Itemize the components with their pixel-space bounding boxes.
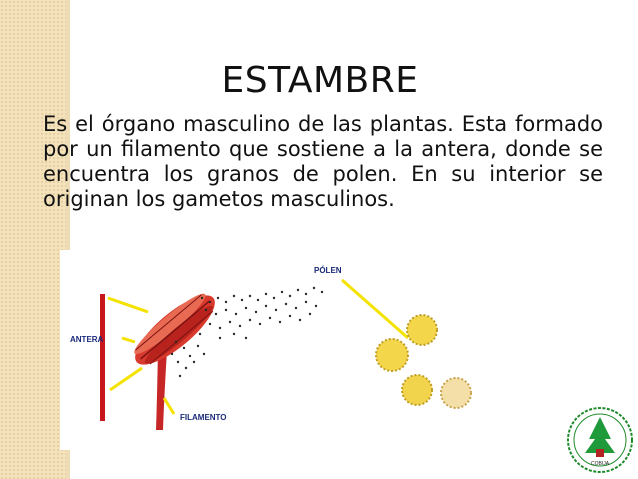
slide-paragraph: Es el órgano masculino de las plantas. Esta formado por un filamento que sostiene a la antera, donde se encuentra los granos de polen. En su interior se originan los gametos masculinos.	[43, 112, 603, 211]
decorative-side-strip	[0, 0, 66, 479]
institution-seal-icon	[565, 405, 635, 475]
slide-title: ESTAMBRE	[221, 60, 419, 101]
anther-marker-line	[100, 294, 105, 421]
stamen-diagram	[60, 250, 560, 450]
svg-text:COBIJA: COBIJA	[590, 461, 610, 467]
filament-label: FILAMENTO	[180, 413, 227, 422]
anther-label: ANTERA	[70, 335, 104, 344]
pollen-label: PÓLEN	[314, 266, 342, 275]
